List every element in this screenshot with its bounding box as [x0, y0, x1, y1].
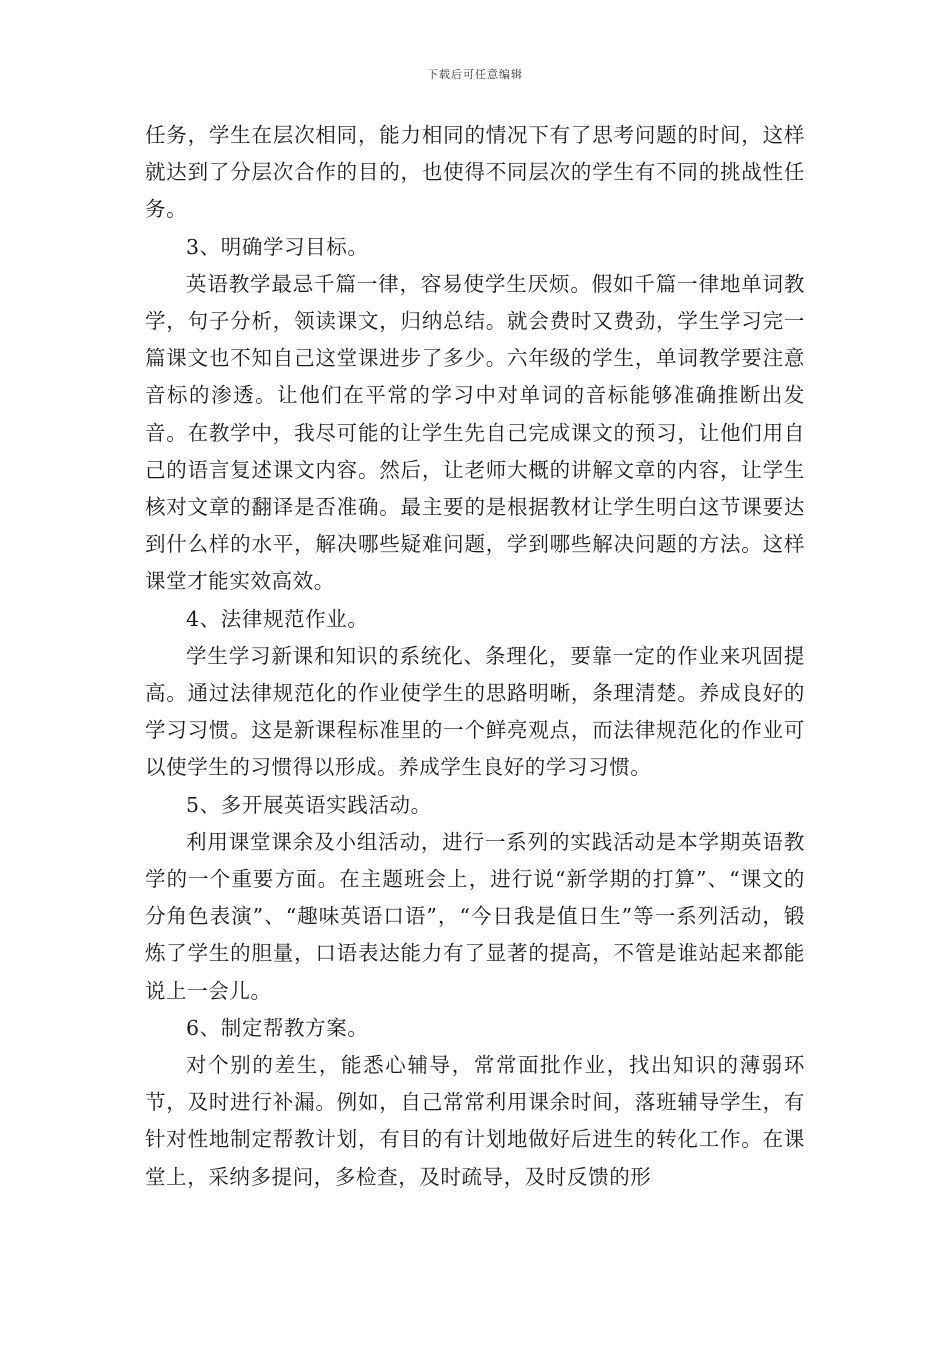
section-heading-5: 5、多开展英语实践活动。 — [186, 792, 432, 817]
paragraph-tutoring-plan: 对个别的差生，能悉心辅导，常常面批作业，找出知识的薄弱环节，及时进行补漏。例如，自己常常利用课余时间，落班辅导学生，有针对性地制定帮教计划，有目的有计划地做好后进生的转化工作。在课堂上，采纳多提问，多检查，及时疏导，及时反馈的形 — [145, 1053, 805, 1189]
paragraph-practice-activities: 利用课堂课余及小组活动，进行一系列的实践活动是本学期英语教学的一个重要方面。在主题班会上，进行说“新学期的打算”、“课文的分角色表演”、“趣味英语口语”，“今日我是值日生”等一系列活动，锻炼了学生的胆量，口语表达能力有了显著的提高，不管是谁站起来都能说上一会儿。 — [145, 829, 805, 1003]
paragraph-continuation: 任务，学生在层次相同，能力相同的情况下有了思考问题的时间，这样就达到了分层次合作的目的，也使得不同层次的学生有不同的挑战性任务。 — [145, 123, 805, 222]
section-heading-3: 3、明确学习目标。 — [186, 234, 369, 259]
paragraph-learning-goals: 英语教学最忌千篇一律，容易使学生厌烦。假如千篇一律地单词教学，句子分析，领读课文，归纳总结。就会费时又费劲，学生学习完一篇课文也不知自己这堂课进步了多少。六年级的学生，单词教学要注意音标的渗透。让他们在平常的学习中对单词的音标能够准确推断出发音。在教学中，我尽可能的让学生先自己完成课文的预习，让他们用自己的语言复述课文内容。然后，让老师大概的讲解文章的内容，让学生核对文章的翻译是否准确。最主要的是根据教材让学生明白这节课要达到什么样的水平，解决哪些疑难问题，学到哪些解决问题的方法。这样课堂才能实效高效。 — [145, 271, 805, 594]
document-body — [145, 117, 805, 1196]
section-heading-6: 6、制定帮教方案。 — [186, 1015, 369, 1040]
paragraph-homework: 学生学习新课和知识的系统化、条理化，要靠一定的作业来巩固提高。通过法律规范化的作业使学生的思路明晰，条理清楚。养成良好的学习习惯。这是新课程标准里的一个鲜亮观点，而法律规范化的作业可以使学生的习惯得以形成。养成学生良好的学习习惯。 — [145, 643, 805, 780]
section-heading-4: 4、法律规范作业。 — [186, 606, 369, 631]
page-header: 下载后可任意编辑 — [427, 68, 523, 81]
